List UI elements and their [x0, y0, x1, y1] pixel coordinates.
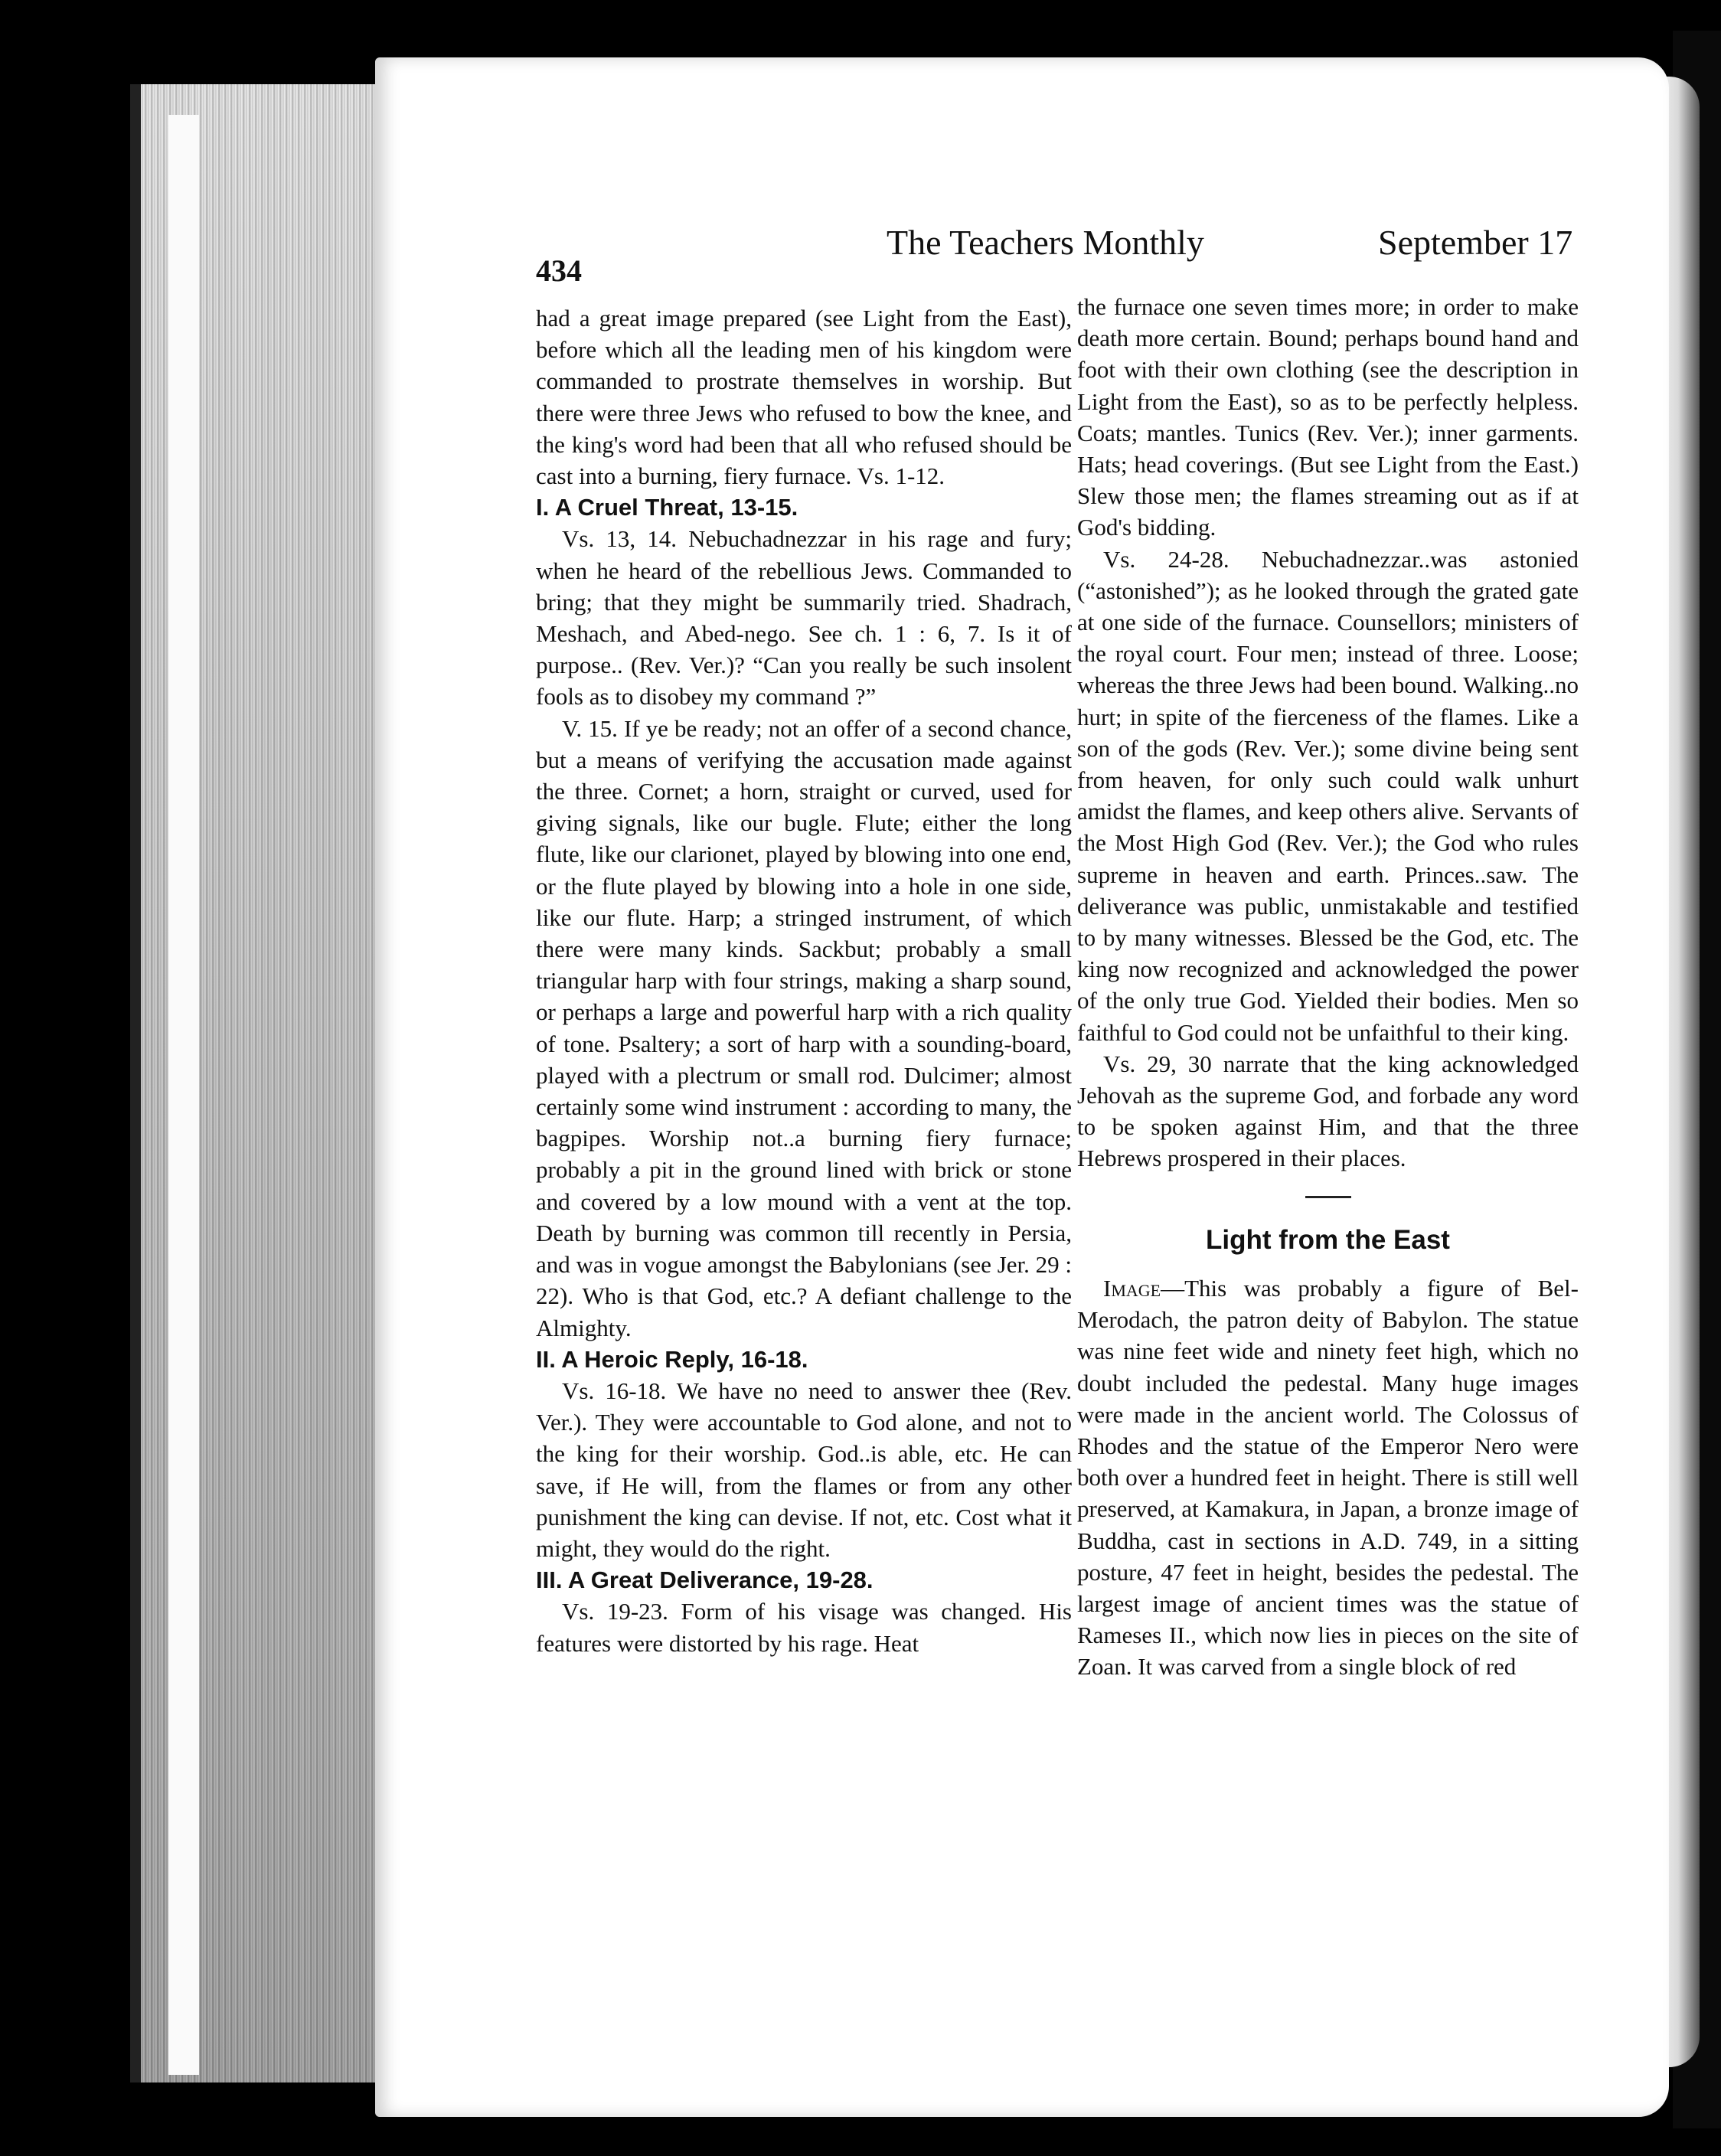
section-heading: II. A Heroic Reply, 16-18.	[536, 1345, 808, 1373]
paragraph-body: —This was probably a figure of Bel-Merodach, the patron deity of Babylon. The statue was nine feet wide and ninety feet high, which no doubt included the pedestal. Many huge images were made in the ancient world. The Colossus of Rhodes and the statue of the Emperor Nero were both over a hundred feet in height. There is still well preserved, at Kamakura, in Japan, a bronze image of Buddha, cast in sections in A.D. 749, in a sitting posture, 47 feet in height, besides the pedestal. The largest image of ancient times was the statue of Rameses II., which now lies in pieces on the site of Zoan. It was carved from a single block of red	[1077, 1274, 1579, 1681]
paragraph: Vs. 24-28. Nebuchadnezzar..was astonied (“astonished”); as he looked through the grated gate at one side of the furnace. Counsellors; ministers of the royal court. Four men; instead of three. Loose; whereas the three Jews had been bound. Walking..no hurt; in spite of the fierceness of the flames. Like a son of the gods (Rev. Ver.); some divine being sent from heaven, for only such could walk unhurt amidst the flames, and keep others alive. Servants of the Most High God (Rev. Ver.); the God who rules supreme in heaven and earth. Princes..saw. The deliverance was public, unmistakable and testified to by many witnesses. Blessed be the God, etc. The king now recognized and acknowledged the power of the only true God. Yielded their bodies. Men so faithful to God could not be unfaithful to their king.	[1077, 545, 1579, 1046]
paragraph-lead: Image	[1103, 1274, 1161, 1302]
paragraph: Vs. 16-18. We have no need to answer thee (Rev. Ver.). They were accountable to God alone, and not to the king for their worship. God..is able, etc. He can save, if He will, from the flames or from any other punishment the king can devise. If not, etc. Cost what it might, they would do the right.	[536, 1377, 1072, 1562]
paragraph: Vs. 29, 30 narrate that the king acknowledged Jehovah as the supreme God, and forbade any word to be spoken against Him, and that the three Hebrews prospered in their places.	[1077, 1050, 1579, 1172]
paragraph: V. 15. If ye be ready; not an offer of a second chance, but a means of verifying the accusation made against the three. Cornet; a horn, straight or curved, used for giving signals, like our bugle. Flute; either the long flute, like our clarionet, played by blowing into one end, or the flute played by blowing into a hole in one side, like our flute. Harp; a stringed instrument, of which there were many kinds. Sackbut; probably a small triangular harp with four strings, making a sharp sound, or perhaps a large and powerful harp with a rich quality of tone. Psaltery; a sort of harp with a sounding-board, played with a plectrum or small rod. Dulcimer; almost certainly some wind instrument : according to many, the bagpipes. Worship not..a burning fiery furnace; probably a pit in the ground lined with brick or stone and covered by a low mound with a vent at the top. Death by burning was common till recently in Persia, and was in vogue amongst the Babylonians (see Jer. 29 : 22). Who is that God, etc.? A defiant challenge to the Almighty.	[536, 714, 1072, 1341]
page-number: 434	[536, 253, 582, 288]
right-column	[1077, 291, 1579, 1683]
running-date: September 17	[1378, 223, 1573, 262]
paragraph: the furnace one seven times more; in order to make death more certain. Bound; perhaps bound hand and foot with their own clothing (see the description in Light from the East), so as to be perfectly helpless. Coats; mantles. Tunics (Rev. Ver.); inner garments. Hats; head coverings. (But see Light from the East.) Slew those men; the flames streaming out as if at God's bidding.	[1077, 293, 1579, 541]
running-title: The Teachers Monthly	[887, 223, 1204, 262]
section-heading: I. A Cruel Threat, 13-15.	[536, 494, 798, 521]
paragraph	[1077, 1272, 1579, 1683]
left-column	[536, 302, 1072, 1659]
paragraph: Vs. 19-23. Form of his visage was changed. His features were distorted by his rage. Heat	[536, 1598, 1072, 1657]
section-heading: III. A Great Deliverance, 19-28.	[536, 1566, 874, 1594]
paragraph: Vs. 13, 14. Nebuchadnezzar in his rage and fury; when he heard of the rebellious Jews. Commanded to bring; that they might be summarily tried. Shadrach, Meshach, and Abed-nego. See ch. 1 : 6, 7. Is it of purpose.. (Rev. Ver.)? “Can you really be such insolent fools as to disobey my command ?”	[536, 525, 1072, 710]
paragraph: had a great image prepared (see Light from the East), before which all the leading men of his kingdom were commanded to prostrate themselves in worship. But there were three Jews who refused to bow the knee, and the king's word had been that all who refused should be cast into a burning, fiery furnace. Vs. 1-12.	[536, 305, 1072, 490]
section-title: Light from the East	[1206, 1224, 1450, 1255]
divider	[1305, 1196, 1351, 1198]
page-edge-strip	[168, 115, 199, 2075]
